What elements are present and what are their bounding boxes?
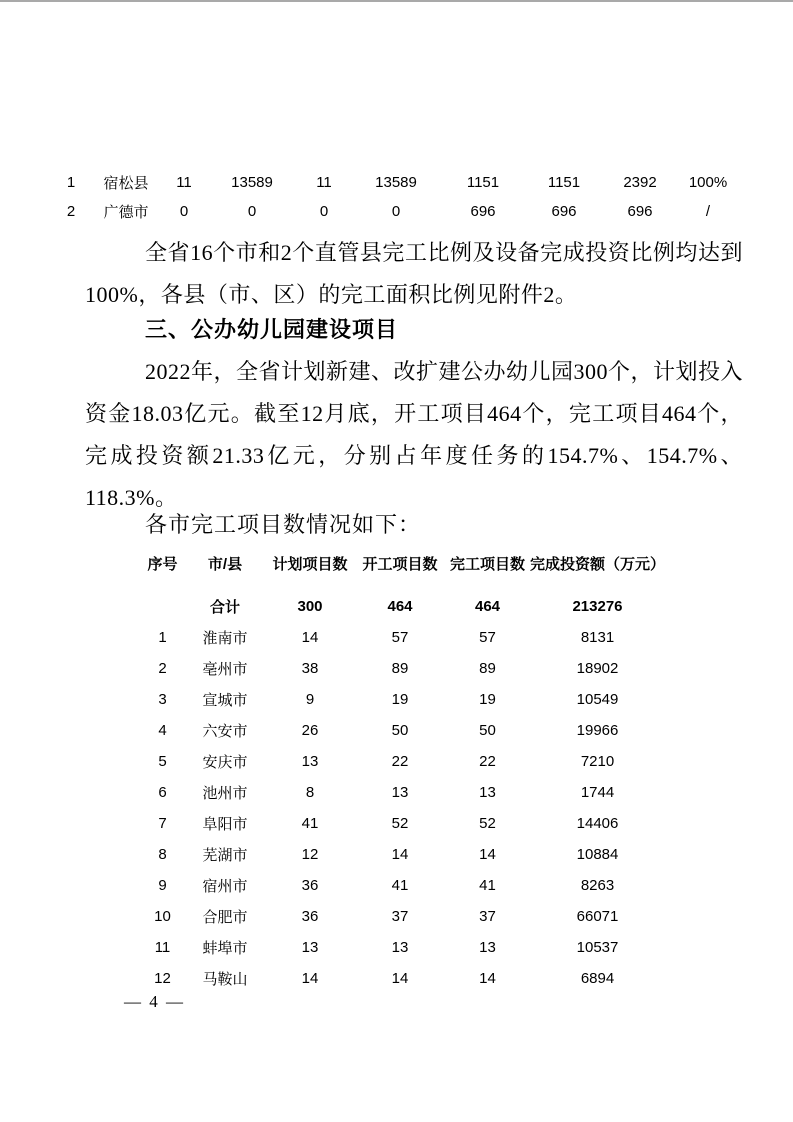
- table-cell: 13: [301, 939, 319, 956]
- table-cell: 13: [479, 939, 496, 956]
- project-table-total: [140, 578, 665, 622]
- table-cell: [140, 578, 185, 622]
- table-cell: 8: [158, 846, 167, 863]
- table-cell: 合肥市: [202, 909, 248, 926]
- continuation-table-row: [52, 168, 740, 197]
- table-cell: 7210: [580, 753, 615, 770]
- project-table-row: [140, 870, 665, 901]
- section-heading-kindergarten: 三、公办幼儿园建设项目: [145, 317, 399, 342]
- table-cell: 12: [301, 846, 319, 863]
- table-cell: 14: [391, 970, 409, 987]
- table-cell: 4: [158, 722, 167, 739]
- table-cell: 1744: [580, 784, 615, 801]
- continuation-table: [52, 168, 740, 226]
- table-cell: 7: [158, 815, 167, 832]
- project-table-row: [140, 622, 665, 653]
- table-cell: /: [705, 203, 711, 220]
- table-cell: 池州市: [202, 785, 248, 802]
- table-cell: 37: [391, 908, 409, 925]
- table-cell: 13: [391, 939, 409, 956]
- table-cell: 13: [391, 784, 409, 801]
- table-cell: 12: [154, 970, 171, 987]
- table-cell: 13: [479, 784, 496, 801]
- table-cell: 1: [158, 629, 167, 646]
- table-cell: 11: [154, 939, 171, 956]
- paragraph-completion-ratio: 全省16个市和2个直管县完工比例及设备完成投资比例均达到100%，各县（市、区）的完工面积比例见附件2。: [85, 240, 743, 307]
- table-cell: 696: [551, 203, 577, 220]
- table-cell: 广德市: [103, 204, 149, 221]
- table-cell: 100%: [688, 174, 728, 191]
- project-table-header-row: [140, 548, 665, 578]
- table-cell: 10549: [576, 691, 619, 708]
- table-cell: 0: [179, 203, 189, 220]
- table-cell: 696: [470, 203, 496, 220]
- project-table-row: [140, 746, 665, 777]
- table-cell: 2392: [623, 174, 657, 191]
- table-cell: 芜湖市: [202, 847, 248, 864]
- table-cell: 8: [305, 784, 315, 801]
- table-cell: 36: [301, 877, 319, 894]
- table-cell: 3: [158, 691, 167, 708]
- table-cell: 完工项目数: [449, 555, 525, 573]
- table-cell: 66071: [576, 908, 619, 925]
- table-cell: 52: [479, 815, 496, 832]
- table-cell: 0: [319, 203, 329, 220]
- table-cell: 亳州市: [202, 661, 248, 678]
- table-cell: 38: [301, 660, 319, 677]
- table-cell: 36: [301, 908, 319, 925]
- table-cell: 41: [301, 815, 319, 832]
- project-table-body: [140, 622, 665, 994]
- table-cell: 14: [479, 846, 496, 863]
- page-number: — 4 —: [124, 992, 185, 1011]
- table-cell: 1151: [547, 174, 581, 191]
- table-cell: 六安市: [202, 723, 248, 740]
- table-cell: 10: [154, 908, 171, 925]
- table-cell: 宿州市: [202, 878, 248, 895]
- table-cell: 8263: [580, 877, 615, 894]
- table-cell: 19: [391, 691, 409, 708]
- table-cell: 14406: [576, 815, 619, 832]
- project-table-header: [140, 548, 665, 578]
- table-cell: 11: [316, 174, 332, 191]
- table-cell: 9: [158, 877, 167, 894]
- page-top-edge: [0, 0, 793, 2]
- table-cell: 11: [176, 174, 192, 191]
- table-cell: 8131: [580, 629, 615, 646]
- table-cell: 10537: [576, 939, 619, 956]
- continuation-table-row: [52, 197, 740, 226]
- table-cell: 蚌埠市: [202, 940, 248, 957]
- project-table-row: [140, 684, 665, 715]
- table-cell: 14: [301, 970, 319, 987]
- table-cell: 89: [391, 660, 409, 677]
- table-cell: 19: [479, 691, 496, 708]
- table-cell: 14: [301, 629, 319, 646]
- table-cell: 19966: [576, 722, 619, 739]
- project-table-row: [140, 932, 665, 963]
- table-cell: 马鞍山: [202, 971, 248, 988]
- table-cell: 6: [158, 784, 167, 801]
- table-cell: 计划项目数: [272, 555, 348, 573]
- table-cell: 2: [158, 660, 167, 677]
- table-cell: 宣城市: [202, 692, 248, 709]
- table-cell: 序号: [147, 555, 178, 573]
- table-cell: 1151: [466, 174, 500, 191]
- table-cell: 57: [479, 629, 496, 646]
- table-cell: 0: [391, 203, 401, 220]
- table-cell: 13589: [231, 174, 273, 191]
- table-cell: 2: [66, 203, 76, 220]
- table-cell: 22: [391, 753, 409, 770]
- table-cell: 18902: [576, 660, 619, 677]
- table-cell: 9: [305, 691, 315, 708]
- project-table-total-row: [140, 578, 665, 622]
- table-cell: 52: [391, 815, 409, 832]
- project-table-row: [140, 715, 665, 746]
- table-intro-text: 各市完工项目数情况如下：: [145, 512, 422, 537]
- table-cell: 开工项目数: [362, 555, 438, 573]
- table-cell: 696: [627, 203, 653, 220]
- table-cell: 50: [479, 722, 496, 739]
- table-cell: 41: [479, 877, 496, 894]
- table-cell: 市/县: [207, 555, 243, 573]
- table-cell: 6894: [580, 970, 615, 987]
- table-cell: 57: [391, 629, 409, 646]
- table-cell: 464: [387, 598, 413, 615]
- table-cell: 14: [391, 846, 409, 863]
- table-cell: 合计: [209, 599, 240, 616]
- project-table-row: [140, 901, 665, 932]
- table-cell: 22: [479, 753, 496, 770]
- table-cell: 安庆市: [202, 754, 248, 771]
- table-cell: 89: [479, 660, 496, 677]
- table-cell: 464: [474, 598, 501, 615]
- table-cell: 完成投资额（万元）: [530, 555, 666, 573]
- table-cell: 300: [297, 598, 323, 615]
- table-cell: 41: [391, 877, 409, 894]
- table-cell: 1: [66, 174, 76, 191]
- project-table-row: [140, 653, 665, 684]
- table-cell: 213276: [572, 598, 623, 615]
- table-cell: 淮南市: [202, 630, 248, 647]
- table-cell: 5: [158, 753, 167, 770]
- table-cell: 阜阳市: [202, 816, 248, 833]
- table-cell: 13: [301, 753, 319, 770]
- table-cell: 10884: [576, 846, 619, 863]
- table-cell: 37: [479, 908, 496, 925]
- table-cell: 50: [391, 722, 409, 739]
- project-table: [140, 548, 665, 994]
- project-table-row: [140, 777, 665, 808]
- table-cell: 14: [479, 970, 496, 987]
- paragraph-kindergarten-plan: 2022年，全省计划新建、改扩建公办幼儿园300个，计划投入资金18.03亿元。截至12月底，开工项目464个，完工项目464个，完成投资额21.33亿元，分别占年度任务的154.7%、154.7%、118.3%。: [85, 359, 744, 510]
- table-cell: 宿松县: [103, 175, 149, 192]
- table-cell: 26: [301, 722, 319, 739]
- table-cell: 0: [247, 203, 257, 220]
- table-cell: 13589: [375, 174, 417, 191]
- project-table-row: [140, 839, 665, 870]
- project-table-row: [140, 808, 665, 839]
- project-table-row: [140, 963, 665, 994]
